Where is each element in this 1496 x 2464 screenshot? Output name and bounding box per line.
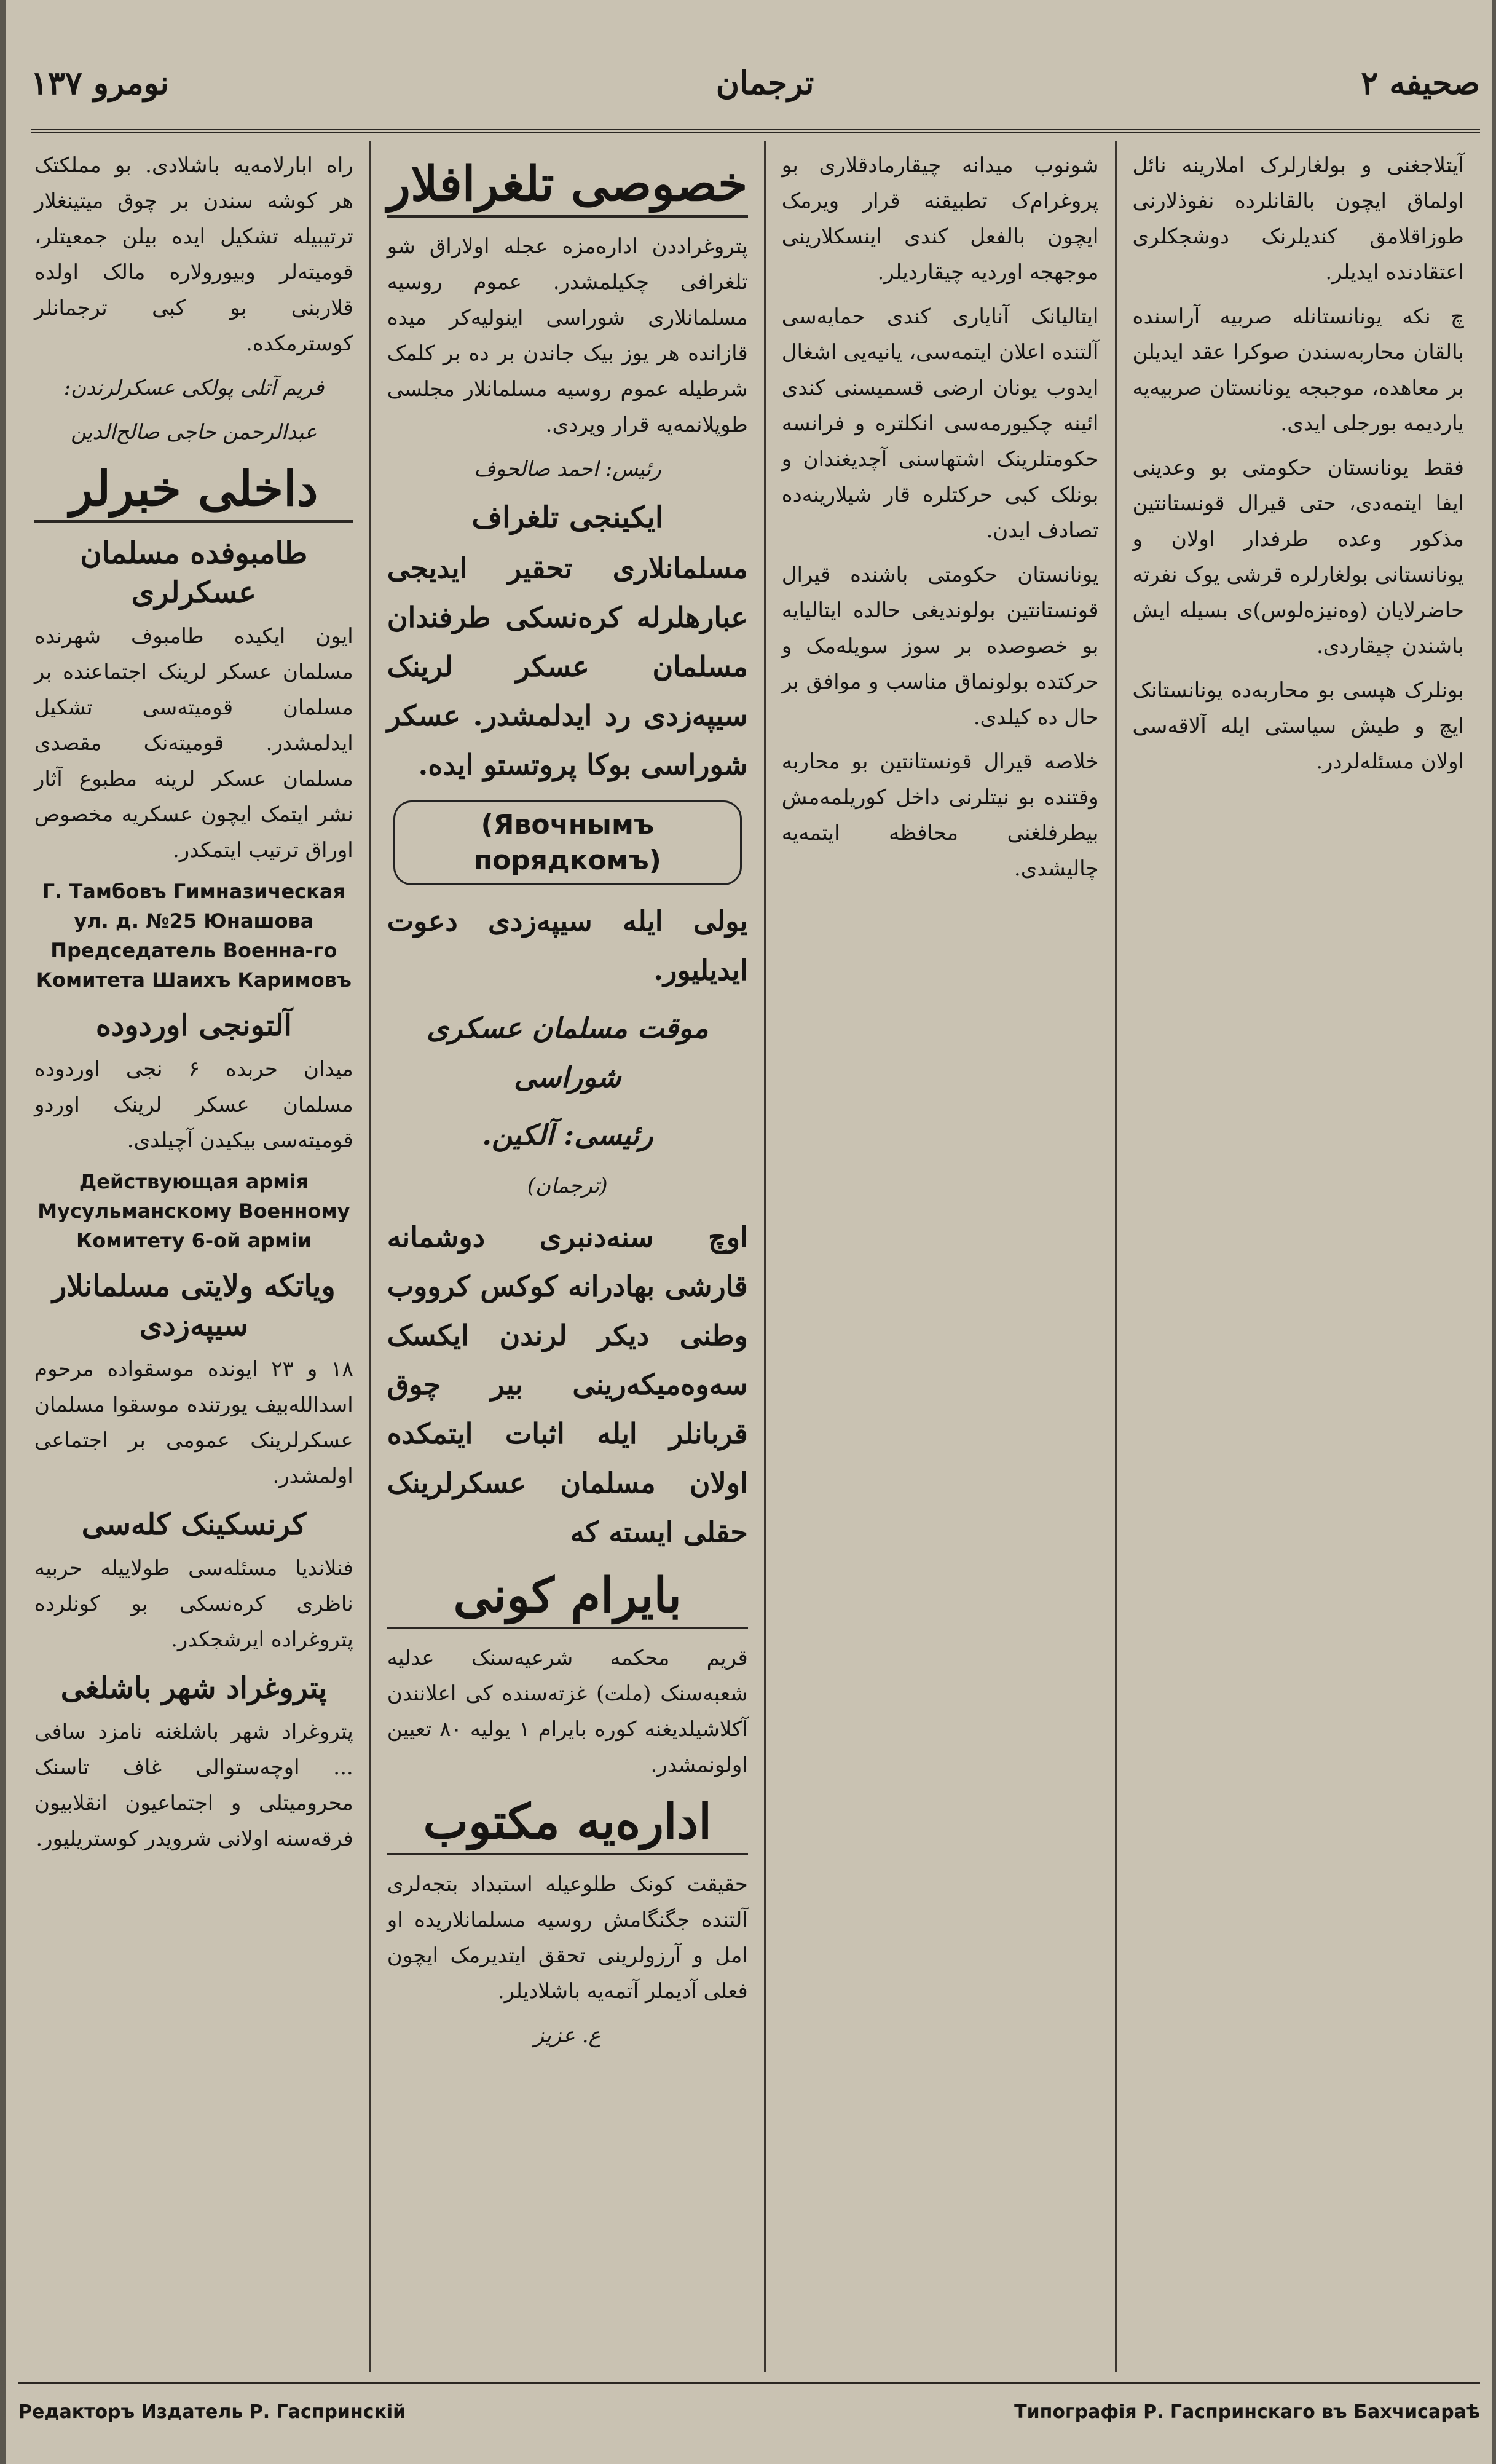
article-text: قریم محکمه شرعیه‌سنک عدلیه شعبه‌سنک (ملت) غزته‌سنده کی اعلانندن آکلاشیلدیغنه کوره بایرام ۱ یولیه ۸۰ تعیین اولونمشدر. bbox=[387, 1646, 748, 1777]
subheading: طامبوفده مسلمان عسکرلری bbox=[80, 536, 308, 610]
column-2 bbox=[764, 141, 1115, 2372]
section-heading: بایرام کونی bbox=[387, 1565, 748, 1629]
russian-phrase: (Явочнымъ порядкомъ) bbox=[393, 800, 742, 885]
paragraph: فقط یونانستان حکومتی بو وعدینی ایفا ایتمه‌دی، حتی قیرال قونستانتین مذکور وعده طرفدار اولان و یونانستانی بولغارلره قرشی یوک نفرته حاضرلایان (وه‌نیزه‌لوس)ی بسیله ایش باشندن چیقاردی. bbox=[1132, 456, 1464, 658]
russian-address: Действующая армія Мусульманскому Военному Комитету 6-ой арміи bbox=[37, 1170, 350, 1252]
signature: رئیس: احمد صالحوف bbox=[473, 457, 661, 481]
council-name: موقت مسلمان عسکری شوراسی bbox=[427, 1011, 709, 1094]
paragraph: بونلرک هپسی بو محاربه‌ده یونانستانک ایچ و طیش سیاستی ایله آلاقه‌سی اولان مسئله‌لردر. bbox=[1132, 678, 1464, 774]
footer bbox=[18, 2382, 1480, 2439]
signature: فریم آتلی پولکی عسکرلرندن: bbox=[63, 376, 325, 400]
section-heading: خصوصی تلغرافلار bbox=[387, 154, 748, 218]
article-text: ۱۸ و ۲۳ ایونده موسقواده مرحوم اسدالله‌بیف یورتنده موسقوا مسلمان عسکرلرینک عمومی بر اجتماعی اولمشدر. bbox=[34, 1357, 353, 1488]
chairman: رئیسی: آلکین. bbox=[482, 1118, 653, 1151]
editor-line: Редакторъ Издатель Р. Гаспринскій bbox=[18, 2401, 406, 2423]
section-heading: داخلی خبرلر bbox=[34, 459, 353, 523]
subheading: کرنسکینک کله‌سی bbox=[81, 1507, 307, 1542]
newspaper-page bbox=[6, 0, 1492, 2464]
column-4 bbox=[18, 141, 369, 2372]
paragraph: آیتلاجغنی و بولغارلرک املارینه نائل اولماق ایچون بالقانلرده نفوذلارنی طوزاقلامق کندیلرنک دوشجکلری اعتقادنده ایدیلر. bbox=[1132, 153, 1464, 285]
telegram-text: مسلمانلاری تحقیر ایدیجی عبارهلرله کره‌نسکی طرفندان مسلمان عسکر لرینک سیپه‌زدی رد ایدلمشدر. عسکر شوراسی بوکا پروتستو ایده. bbox=[387, 551, 748, 781]
article-text: حقیقت کونک طلوعیله استبداد بتجه‌لری آلتنده جگنگامش روسیه مسلمانلاریده او امل و آرزولرینی تحقق ایتدیرمک ایچون فعلی آدیملر آتمه‌یه باشلادیلر. bbox=[387, 1872, 748, 2004]
subheading: پتروغراد شهر باشلغی bbox=[60, 1671, 328, 1705]
article-text: فنلاندیا مسئله‌سی طولاییله حربیه ناظری کره‌نسکی بو کونلرده پتروغراده ایرشجکدر. bbox=[34, 1556, 353, 1652]
paragraph: چ نکه یونانستانله صربیه آراسنده بالقان محاربه‌سندن صوکرا عقد ایدیلن بر معاهده، موجبجه یونانستان صربیه‌یه یاردیمه بورجلی ایدی. bbox=[1132, 304, 1464, 436]
subheading: ایکینجی تلغراف bbox=[471, 500, 664, 535]
column-3 bbox=[369, 141, 764, 2372]
article-text: میدان حربده ۶ نجی اوردوده مسلمان عسکر لرینک اوردو قومیته‌سی بیکیدن آچیلدی. bbox=[34, 1057, 353, 1153]
subheading: آلتونجی اوردوده bbox=[95, 1008, 292, 1043]
appeal-text: اوچ سنه‌دنبری دوشمانه قارشی بهادرانه کوکس کرووب وطنی دیکر لرندن ایکسک سه‌وه‌میکه‌رینی بیر چوق قربانلر ایله اثبات ایتمکده اولان مسلمان عسکرلرینک حقلی ایسته که bbox=[387, 1220, 748, 1549]
issue-number: نومرو ۱۳۷ bbox=[31, 64, 169, 102]
signature: عبدالرحمن حاجی صالح‌الدین bbox=[71, 420, 317, 444]
column-1 bbox=[1115, 141, 1481, 2372]
columns bbox=[18, 141, 1480, 2372]
russian-address: Г. Тамбовъ Гимназическая ул. д. №25 Юнашова Председатель Военна-го Комитета Шаихъ Каримовъ bbox=[36, 880, 352, 992]
page-number: صحیفه ۲ bbox=[1361, 64, 1480, 102]
telegram-text: پتروغراددن اداره‌مزه عجله اولاراق شو تلغرافی چکیلمشدر. عموم روسیه مسلمانلاری شوراسی اینولیه‌کر میده قازانده هر یوز بیک جاندن بر ده بر کلمک شرطیله عموم روسیه مسلمانلار مجلسی طوپلانمه‌یه قرار ویردی. bbox=[387, 234, 748, 437]
section-heading: اداره‌یه مکتوب bbox=[387, 1791, 748, 1855]
subheading: ویاتکه ولایتی مسلمانلار سیپه‌زدی bbox=[52, 1269, 336, 1343]
masthead bbox=[31, 37, 1480, 133]
telegram-text: یولی ایله سیپه‌زدی دعوت ایدیلیور. bbox=[387, 904, 748, 987]
signature: ع. عزیز bbox=[533, 2023, 601, 2048]
newspaper-title: ترجمان bbox=[715, 64, 814, 102]
paragraph: خلاصه قیرال قونستانتین بو محاربه وقتنده بو نیتلرنی داخل کوریلمه‌مش بیطرفلغنی محافظه ایتمه‌یه چالیشدی. bbox=[781, 749, 1099, 881]
article-text: ایون ایکیده طامبوف شهرنده مسلمان عسکر لرینک اجتماعنده بر مسلمان قومیته‌سی تشکیل ایدلمشدر. قومیته‌نک مقصدی مسلمان عسکر لرینه مطبوع آثار نشر ایتمک ایچون عسکریه مخصوص اوراق ترتیب ایتمکدر. bbox=[34, 624, 353, 863]
paragraph: شونوب میدانه چیقارمادقلاری بو پروغرام‌ک تطبیقنه قرار ویرمک ایچون بالفعل کندی اینسکلارینی موجهجه اوردیه چیقاردیلر. bbox=[781, 153, 1099, 285]
article-text: پتروغراد شهر باشلغنه نامزد سافی ... اوچه‌ستوالی غاف تاسنک محرومیتلی و اجتماعیون انقلابیون فرقه‌سنه اولانی شرویدر کوستریلیور. bbox=[34, 1720, 353, 1851]
paragraph: ایتالیانک آنایاری کندی حمایه‌سی آلتنده اعلان ایتمه‌سی، یانیه‌یی اشغال ایدوب یونان ارضی قسمیسنی کندی ائینه چکیورمه‌سی انکلتره و فرانسه حکومتلرینک اشتهاسنی آچدیغندان و بونلک کبی حرکتلره قار شیلارینه‌ده تصادف ایدن. bbox=[781, 304, 1099, 543]
source: (ترجمان) bbox=[527, 1174, 608, 1198]
paragraph: راه ابارلامه‌یه باشلادی. بو مملکتک هر کوشه سندن بر چوق میتینغلار ترتیبیله تشکیل ایده بیلن جمعیتلر، قومیته‌لر وبیورولاره مالک اولده قلاربنی بو کبی ترجمانلر کوسترمکده. bbox=[34, 153, 353, 356]
printer-line: Типографія Р. Гаспринскаго въ Бахчисараѣ bbox=[1014, 2401, 1480, 2423]
paragraph: یونانستان حکومتی باشنده قیرال قونستانتین بولوندیغی حالده ایتالیایه بو خصوصده بر سوز سویله‌مک و حرکتده بولونماق مناسب و موافق بر حال ده کیلدی. bbox=[781, 563, 1099, 730]
